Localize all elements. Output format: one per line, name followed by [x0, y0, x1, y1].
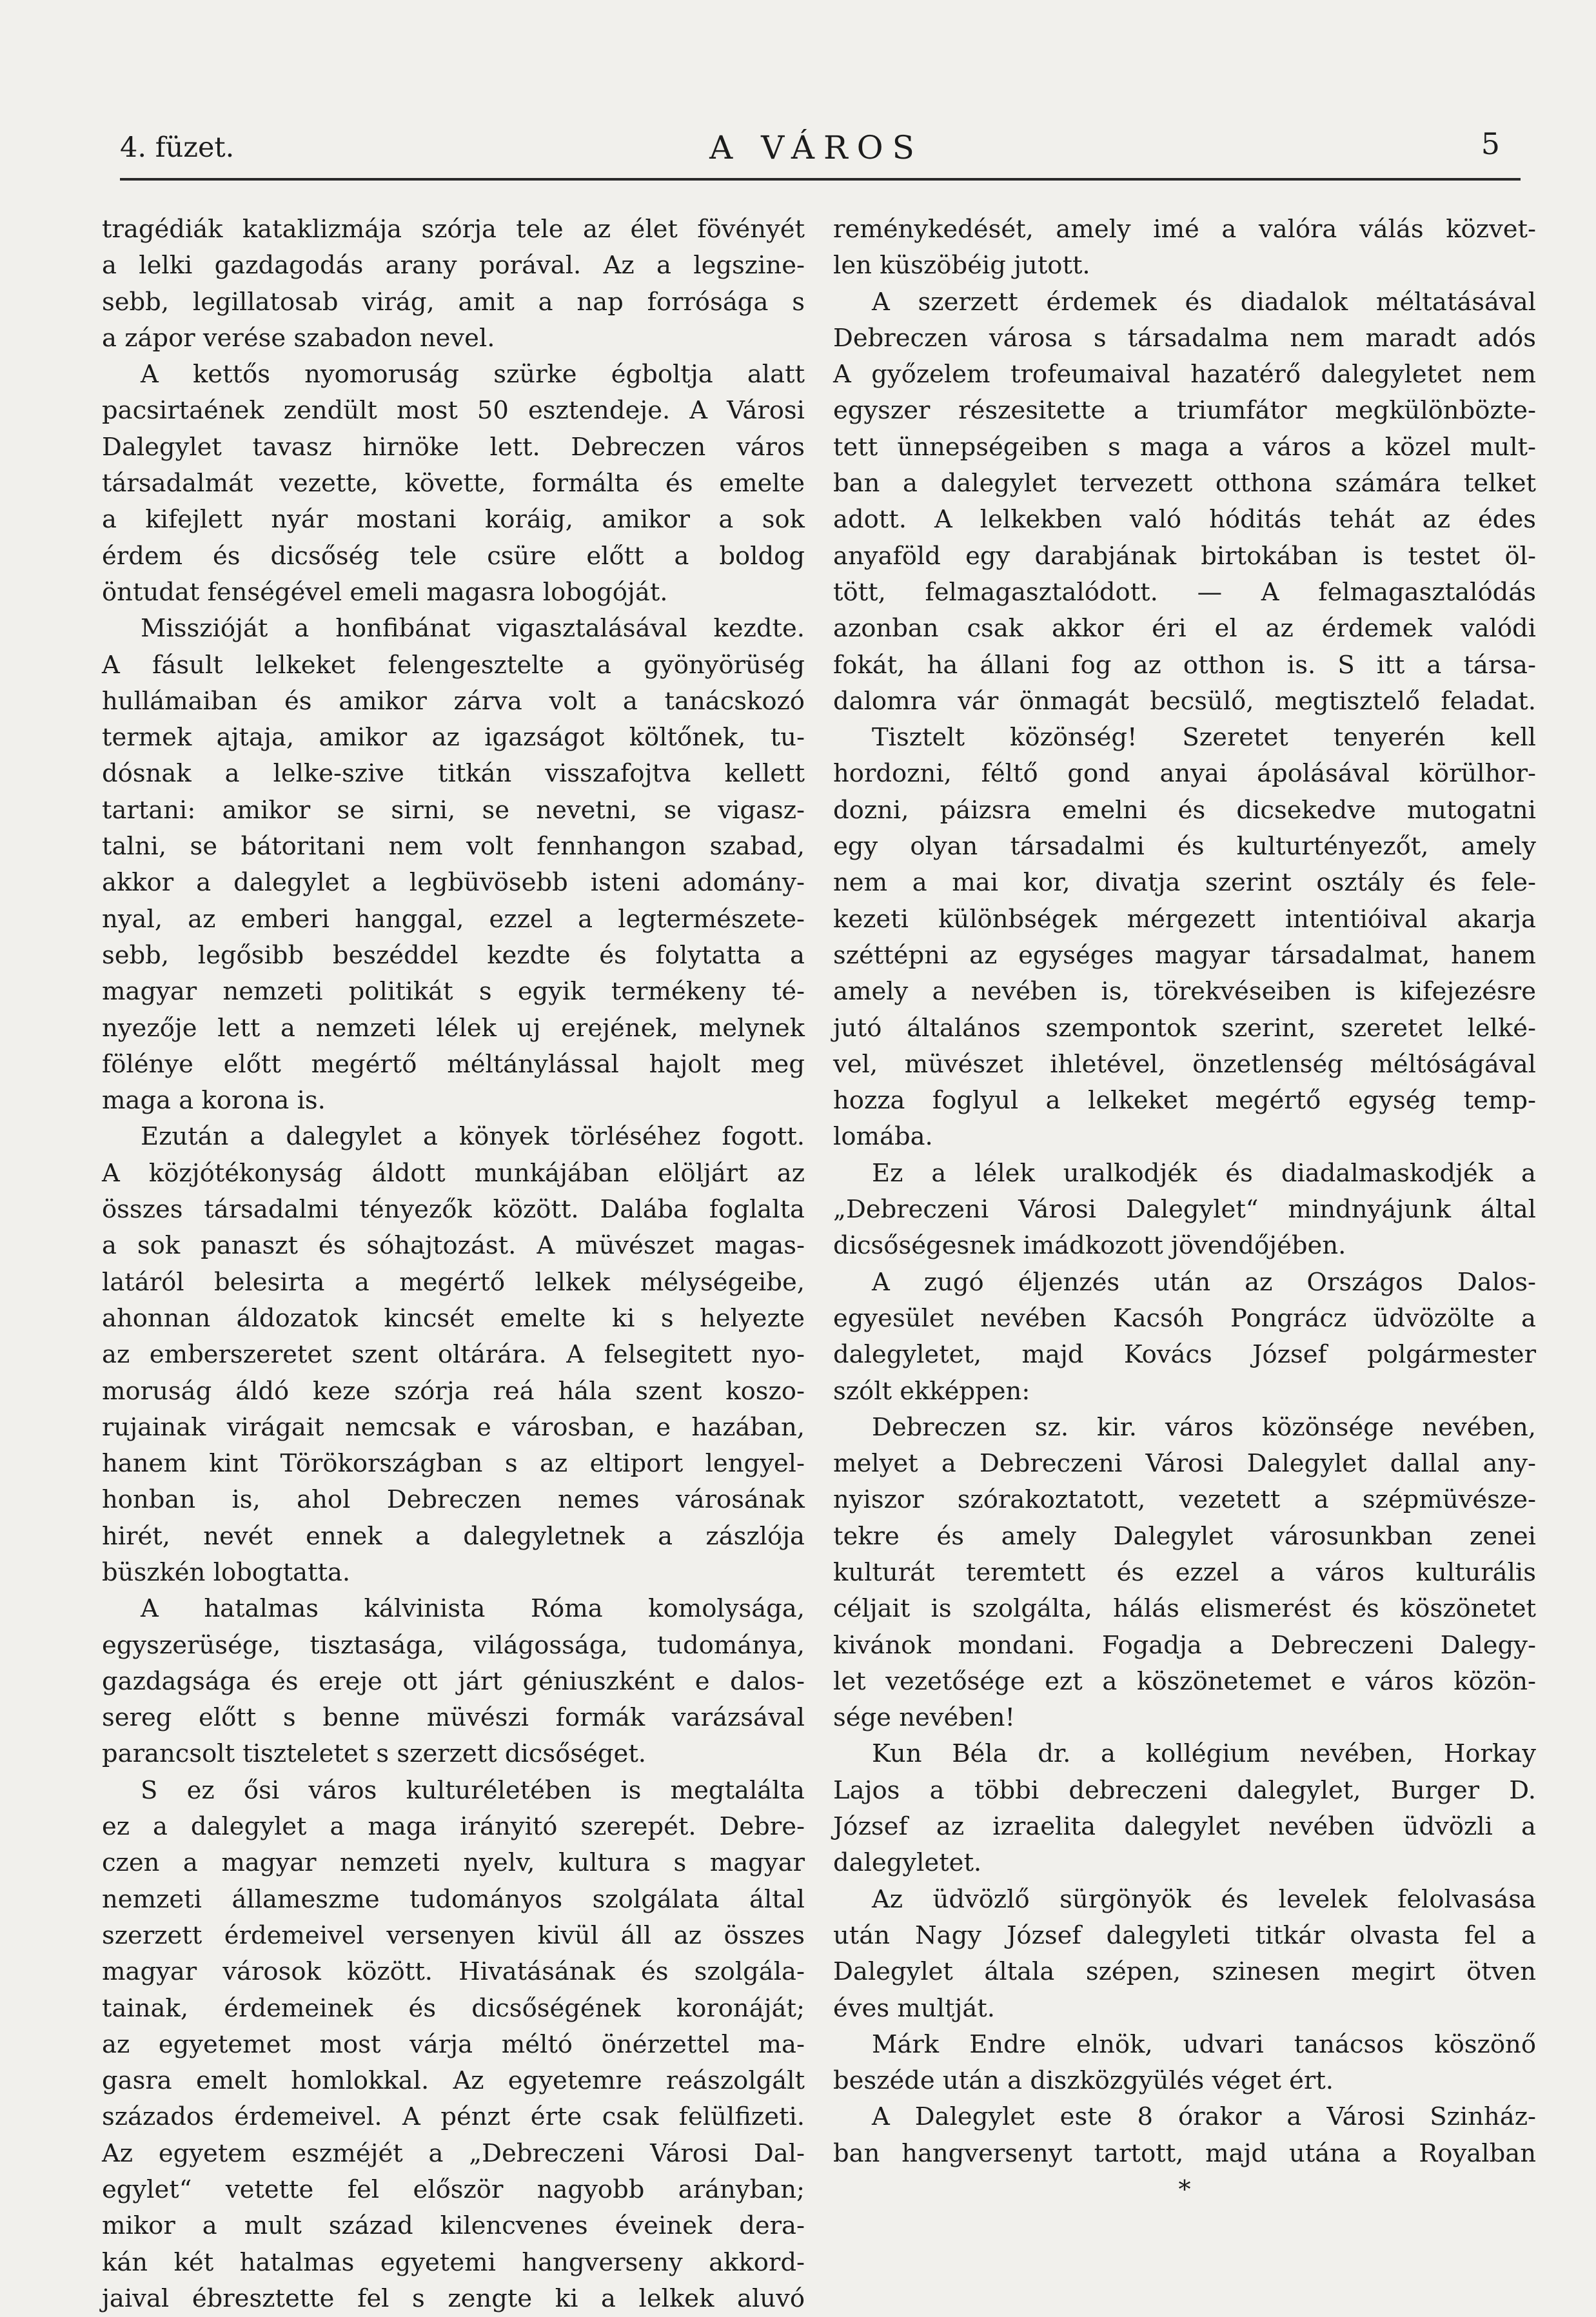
text-line: nyezője lett a nemzeti lélek uj erejének, melynek [102, 1013, 805, 1043]
text-line: az emberszeretet szent oltárára. A felsegitett nyo- [102, 1340, 805, 1370]
text-line: azonban csak akkor éri el az érdemek valódi [833, 614, 1536, 644]
text-line: jaival ébresztette fel s zengte ki a lelkek aluvó [102, 2283, 805, 2313]
text-line: latáról belesirta a megértő lelkek mélységeibe, [102, 1267, 805, 1297]
text-line: czen a magyar nemzeti nyelv, kultura s magyar [102, 1848, 805, 1878]
text-line: egy olyan társadalmi és kulturtényezőt, amely [833, 832, 1536, 862]
text-line: mikor a mult század kilencvenes éveinek dera- [102, 2211, 805, 2241]
text-line: A szerzett érdemek és diadalok méltatásával [872, 287, 1536, 317]
text-line: ahonnan áldozatok kincsét emelte ki s helyezte [102, 1303, 805, 1333]
text-line: ez a dalegylet a maga irányitó szerepét. Debre- [102, 1812, 805, 1842]
text-line: fölénye előtt megértő méltánylással hajolt meg [102, 1049, 805, 1079]
text-line: dozni, páizsra emelni és dicsekedve mutogatni [833, 795, 1536, 825]
text-line: tainak, érdemeinek és dicsőségének koronáját; [102, 1993, 805, 2023]
text-line: nemzeti állameszme tudományos szolgálata által [102, 1884, 805, 1914]
text-line: Misszióját a honfibánat vigasztalásával kezdte. [141, 614, 805, 644]
text-line: széttépni az egységes magyar társadalmat, hanem [833, 940, 1536, 970]
text-line: reménykedését, amely imé a valóra válás közvet- [833, 215, 1536, 244]
text-line: Dalegylet általa szépen, szinesen megirt ötven [833, 1957, 1536, 1987]
text-line: termek ajtaja, amikor az igazságot költőnek, tu- [102, 723, 805, 753]
journal-title: A VÁROS [709, 129, 923, 166]
text-line: egylet“ vetette fel először nagyobb arányban; [102, 2175, 805, 2205]
text-line: anyaföld egy darabjának birtokában is testet öl- [833, 541, 1536, 571]
text-line: melyet a Debreczeni Városi Dalegylet dallal any- [833, 1449, 1536, 1479]
text-line: sebb, legősibb beszéddel kezdte és folytatta a [102, 940, 805, 970]
text-line: hirét, nevét ennek a dalegyletnek a zászlója [102, 1521, 805, 1551]
text-line: dalomra vár önmagát becsülő, megtisztelő feladat. [833, 686, 1536, 716]
text-line: Márk Endre elnök, udvari tanácsos köszönő [872, 2029, 1536, 2059]
text-line: adott. A lelkekben való hóditás tehát az édes [833, 505, 1536, 535]
text-line: amely a nevében is, törekvéseiben is kifejezésre [833, 977, 1536, 1007]
text-line: gazdagsága és ereje ott járt géniuszként e dalos- [102, 1666, 805, 1696]
text-line: Tisztelt közönség! Szeretet tenyerén kell [872, 723, 1536, 753]
text-line: sége nevében! [833, 1703, 1016, 1733]
text-line: rujainak virágait nemcsak e városban, e hazában, [102, 1412, 805, 1442]
text-line: tragédiák kataklizmája szórja tele az élet fövényét [102, 215, 805, 244]
text-line: Az üdvözlő sürgönyök és levelek felolvasása [872, 1884, 1536, 1914]
text-line: a sok panaszt és sóhajtozást. A müvészet magas- [102, 1231, 805, 1261]
text-line: dalegyletet, majd Kovács József polgármester [833, 1340, 1536, 1370]
page-number: 5 [1481, 126, 1500, 161]
text-line: Az egyetem eszméjét a „Debreczeni Városi Dal- [102, 2138, 805, 2168]
text-line: hordozni, féltő gond anyai ápolásával körülhor- [833, 759, 1536, 789]
text-line: vel, müvészet ihletével, önzetlenség méltóságával [833, 1049, 1536, 1079]
text-line: kán két hatalmas egyetemi hangverseny akkord- [102, 2247, 805, 2277]
issue-number: 4. füzet. [120, 132, 235, 164]
text-line: beszéde után a diszközgyülés véget ért. [833, 2066, 1334, 2096]
text-line: az egyetemet most várja méltó önérzettel ma- [102, 2029, 805, 2059]
text-line: „Debreczeni Városi Dalegylet“ mindnyájunk által [833, 1195, 1536, 1225]
text-line: let vezetősége ezt a köszönetemet e város közön- [833, 1666, 1536, 1696]
text-line: a lelki gazdagodás arany porával. Az a legszine- [102, 251, 805, 281]
text-line: honban is, ahol Debreczen nemes városának [102, 1485, 805, 1515]
text-line: parancsolt tiszteletet s szerzett dicsőséget. [102, 1739, 647, 1769]
text-line: nyal, az emberi hanggal, ezzel a legtermészete- [102, 904, 805, 934]
text-line: fokát, ha állani fog az otthon is. S itt a társa- [833, 650, 1536, 680]
text-line: társadalmát vezette, követte, formálta és emelte [102, 469, 805, 498]
text-line: akkor a dalegylet a legbüvösebb isteni adomány- [102, 868, 805, 898]
text-line: egyszer részesitette a triumfátor megkülönbözte- [833, 396, 1536, 426]
text-line: A zugó éljenzés után az Országos Dalos- [872, 1267, 1536, 1297]
text-line: nyiszor szórakoztatott, vezetett a szépmüvésze- [833, 1485, 1536, 1515]
text-line: A hatalmas kálvinista Róma komolysága, [141, 1594, 805, 1624]
text-line: A fásult lelkeket felengesztelte a gyönyörüség [102, 650, 805, 680]
text-line: tett ünnepségeiben s maga a város a közel mult- [833, 432, 1536, 462]
text-line: maga a korona is. [102, 1086, 326, 1116]
text-line: összes társadalmi tényezők között. Dalába foglalta [102, 1195, 805, 1225]
text-line: dicsőségesnek imádkozott jövendőjében. [833, 1231, 1346, 1261]
text-line: A kettős nyomoruság szürke égboltja alatt [141, 360, 805, 389]
text-line: a zápor verése szabadon nevel. [102, 323, 495, 353]
text-line: kivánok mondani. Fogadja a Debreczeni Dalegy- [833, 1630, 1536, 1660]
text-line: A Dalegylet este 8 órakor a Városi Szinház- [872, 2102, 1536, 2132]
text-line: József az izraelita dalegylet nevében üdvözli a [833, 1812, 1536, 1842]
text-line: egyszerüsége, tisztasága, világossága, tudománya, [102, 1630, 805, 1660]
text-line: öntudat fenségével emeli magasra lobogóját. [102, 577, 668, 607]
text-line: ban a dalegylet tervezett otthona számára telket [833, 469, 1536, 498]
right-column [833, 212, 1536, 2208]
text-line: hanem kint Törökországban s az eltiport lengyel- [102, 1449, 805, 1479]
text-line: kulturát teremtett és ezzel a város kulturális [833, 1557, 1536, 1587]
text-line: ban hangversenyt tartott, majd utána a Royalban [833, 2138, 1536, 2168]
text-line: Ez a lélek uralkodjék és diadalmaskodjék a [872, 1158, 1536, 1188]
text-line: érdem és dicsőség tele csüre előtt a boldog [102, 541, 805, 571]
text-line: hullámaiban és amikor zárva volt a tanácskozó [102, 686, 805, 716]
text-line: A győzelem trofeumaival hazatérő dalegyletet nem [833, 360, 1536, 389]
text-line: talni, se bátoritani nem volt fennhangon szabad, [102, 832, 805, 862]
text-line: Ezután a dalegylet a könyek törléséhez fogott. [141, 1122, 805, 1152]
text-line: dósnak a lelke-szive titkán visszafojtva kellett [102, 759, 805, 789]
text-line: Debreczen városa s társadalma nem maradt adós [833, 323, 1536, 353]
text-line: éves multját. [833, 1993, 996, 2023]
text-line: Dalegylet tavasz hirnöke lett. Debreczen város [102, 432, 805, 462]
left-column [102, 212, 805, 2317]
text-line: S ez ősi város kulturéletében is megtalálta [141, 1775, 805, 1805]
text-line: sereg előtt s benne müvészi formák varázsával [102, 1703, 805, 1733]
text-line: kezeti különbségek mérgezett intentióival akarja [833, 904, 1536, 934]
text-line: a kifejlett nyár mostani koráig, amikor a sok [102, 505, 805, 535]
text-line: Lajos a többi debreczeni dalegylet, Burger D. [833, 1775, 1536, 1805]
text-line: dalegyletet. [833, 1848, 982, 1878]
text-line: büszkén lobogtatta. [102, 1557, 351, 1587]
text-line: pacsirtaének zendült most 50 esztendeje. A Városi [102, 396, 805, 426]
text-line: után Nagy József dalegyleti titkár olvasta fel a [833, 1920, 1536, 1950]
text-line: * [1178, 2175, 1191, 2205]
text-line: tekre és amely Dalegylet városunkban zenei [833, 1521, 1536, 1551]
text-line: Debreczen sz. kir. város közönsége nevében, [872, 1412, 1536, 1442]
page-header [120, 126, 1513, 179]
text-line: egyesület nevében Kacsóh Pongrácz üdvözölte a [833, 1303, 1536, 1333]
text-line: magyar városok között. Hivatásának és szolgála- [102, 1957, 805, 1987]
text-line: tött, felmagasztalódott. — A felmagasztalódás [833, 577, 1536, 607]
header-rule [120, 178, 1521, 181]
text-line: magyar nemzeti politikát s egyik termékeny té- [102, 977, 805, 1007]
text-line: gasra emelt homlokkal. Az egyetemre reászolgált [102, 2066, 805, 2096]
text-line: szólt ekképpen: [833, 1376, 1030, 1406]
text-line: A közjótékonyság áldott munkájában elöljárt az [102, 1158, 805, 1188]
text-line: százados érdemeivel. A pénzt érte csak felülfizeti. [102, 2102, 805, 2132]
text-line: nem a mai kor, divatja szerint osztály és fele- [833, 868, 1536, 898]
text-line: moruság áldó keze szórja reá hála szent koszo- [102, 1376, 805, 1406]
text-line: len küszöbéig jutott. [833, 251, 1090, 281]
text-line: céljait is szolgálta, hálás elismerést és köszönetet [833, 1594, 1536, 1624]
text-line: Kun Béla dr. a kollégium nevében, Horkay [872, 1739, 1536, 1769]
text-line: szerzett érdemeivel versenyen kivül áll az összes [102, 1920, 805, 1950]
text-line: sebb, legillatosab virág, amit a nap forrósága s [102, 287, 805, 317]
text-line: tartani: amikor se sirni, se nevetni, se vigasz- [102, 795, 805, 825]
text-line: lomába. [833, 1122, 933, 1152]
text-line: jutó általános szempontok szerint, szeretet lelké- [833, 1013, 1536, 1043]
text-line: hozza foglyul a lelkeket megértő egység temp- [833, 1086, 1536, 1116]
